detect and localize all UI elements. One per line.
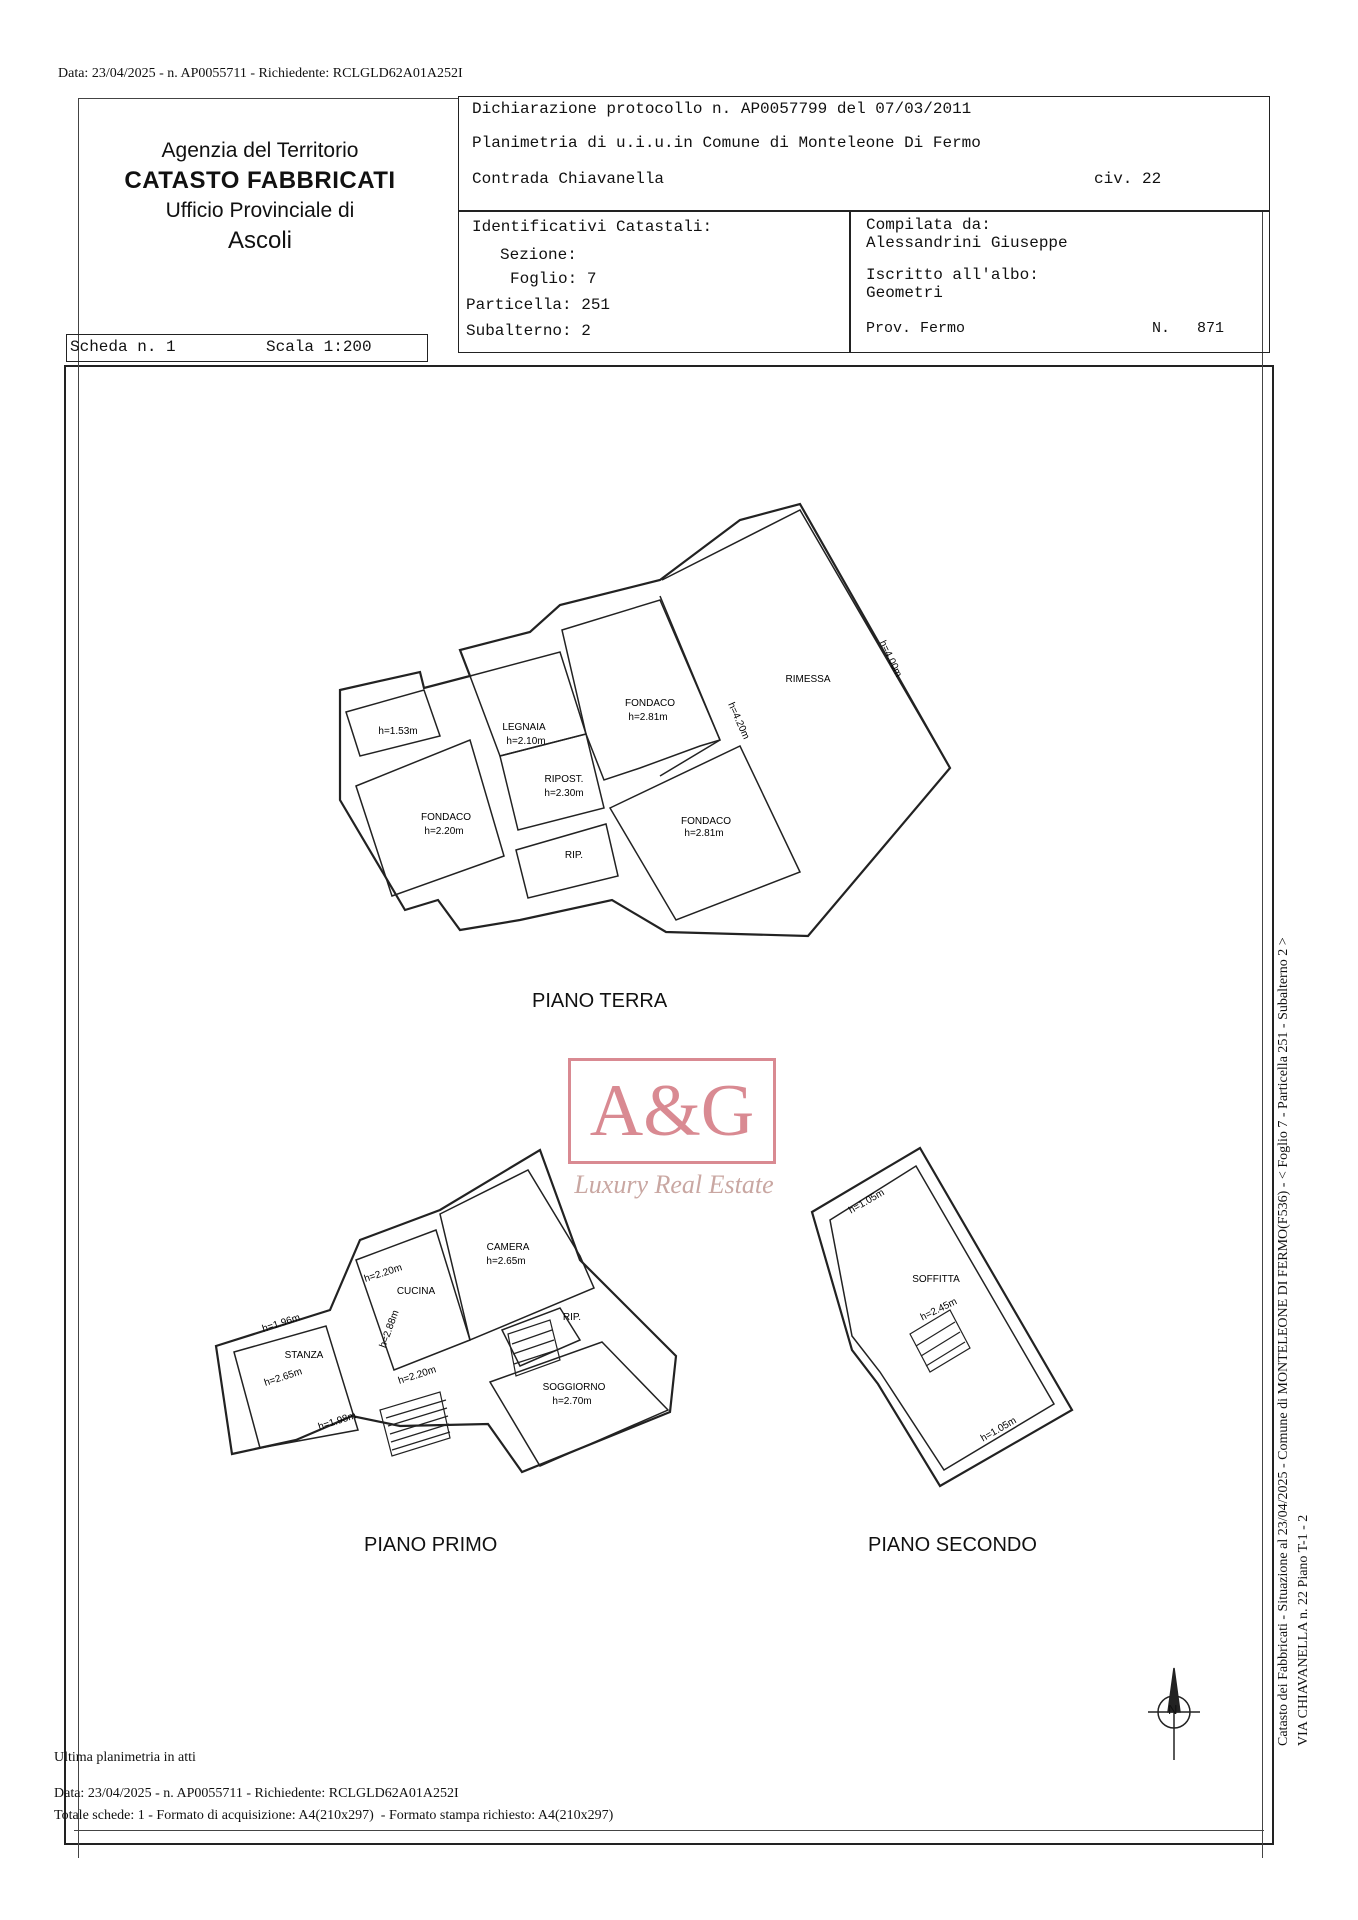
plan-label-primo: PIANO PRIMO	[364, 1534, 498, 1556]
compiler-albo: Geometri	[866, 284, 943, 302]
label-ripost: RIPOST.	[544, 774, 584, 785]
side-catasto-line: Catasto dei Fabbricati - Situazione al 23/04/2025 - Comune di MONTELEONE DI FERMO(F536) - < Foglio 7 - Particella 251 - Subalterno 2 >	[1276, 937, 1291, 1746]
room-stanza-wall	[234, 1326, 358, 1448]
label-fondaco2-h: h=2.20m	[424, 826, 464, 837]
label-h220a: h=2.20m	[362, 1262, 404, 1285]
catasto-title: CATASTO FABBRICATI	[124, 167, 396, 194]
declaration-plan: Planimetria di u.i.u.in Comune di Monteleone Di Fermo	[472, 134, 981, 152]
identifiers-foglio: Foglio: 7	[510, 270, 597, 288]
label-rimessa-h: h=4.00m	[876, 638, 904, 679]
label-stanza-h2: h=1.96m	[260, 1312, 302, 1335]
label-fondaco3-h: h=2.81m	[684, 828, 724, 839]
label-legnaia: LEGNAIA	[502, 722, 546, 733]
plan-label-terra: PIANO TERRA	[532, 990, 668, 1012]
compiler-albo-label: Iscritto all'albo:	[866, 266, 1039, 284]
label-fondaco1: FONDACO	[625, 698, 675, 709]
label-soffitta-h3: h=1.05m	[979, 1415, 1019, 1445]
scheda-scale: Scala 1:200	[266, 338, 372, 356]
label-stanza-h: h=2.65m	[262, 1366, 304, 1389]
province-name: Ascoli	[227, 227, 293, 254]
room-small-wall	[346, 690, 440, 756]
header-request-line: Data: 23/04/2025 - n. AP0055711 - Richiedente: RCLGLD62A01A252I	[58, 66, 463, 81]
label-soffitta-h2: h=1.05m	[847, 1187, 887, 1217]
label-rip2: RIP.	[562, 1312, 582, 1323]
identifiers-particella: Particella: 251	[466, 296, 611, 314]
plan-label-secondo: PIANO SECONDO	[868, 1534, 1037, 1556]
label-soggiorno-h: h=2.70m	[552, 1396, 592, 1407]
label-h220b: h=2.20m	[396, 1364, 438, 1387]
label-h420: h=4.20m	[725, 700, 752, 742]
compiler-label: Compilata da:	[866, 216, 991, 234]
label-camera: CAMERA	[486, 1242, 530, 1253]
watermark-brand: A&G	[589, 1070, 755, 1152]
compiler-prov: Prov. Fermo	[866, 320, 966, 337]
declaration-civ: civ. 22	[1094, 170, 1162, 188]
label-soggiorno: SOGGIORNO	[542, 1382, 606, 1393]
label-fondaco1-h: h=2.81m	[628, 712, 668, 723]
label-small-h: h=1.53m	[378, 726, 418, 737]
ufficio-label: Ufficio Provinciale di	[165, 199, 355, 222]
watermark-logo	[568, 1058, 776, 1164]
compiler-name: Alessandrini Giuseppe	[866, 234, 1068, 252]
agency-name: Agenzia del Territorio	[161, 139, 359, 162]
watermark-tagline: Luxury Real Estate	[574, 1170, 774, 1199]
stairs-secondo	[910, 1310, 970, 1372]
label-rimessa: RIMESSA	[785, 674, 831, 685]
label-stanza: STANZA	[284, 1350, 324, 1361]
scheda-number: Scheda n. 1	[70, 338, 176, 356]
footer-data: Data: 23/04/2025 - n. AP0055711 - Richiedente: RCLGLD62A01A252I	[54, 1786, 459, 1801]
room-soffitta-wall	[830, 1166, 1054, 1470]
label-soffitta: SOFFITTA	[912, 1274, 960, 1285]
identifiers-subalterno: Subalterno: 2	[466, 322, 591, 340]
label-fondaco3: FONDACO	[681, 816, 731, 827]
label-ripost-h: h=2.30m	[544, 788, 584, 799]
label-soffitta-h: h=2.45m	[918, 1296, 959, 1324]
label-rip: RIP.	[564, 850, 584, 861]
identifiers-title: Identificativi Catastali:	[472, 218, 713, 236]
north-label: N	[1168, 1702, 1178, 1717]
footer-totale: Totale schede: 1 - Formato di acquisizione: A4(210x297) - Formato stampa richiesto: A4(210x297)	[54, 1808, 614, 1823]
label-legnaia-h: h=2.10m	[506, 736, 546, 747]
side-address-line: VIA CHIAVANELLA n. 22 Piano T-1 - 2	[1296, 1514, 1311, 1746]
room-fondaco1-wall	[562, 600, 720, 780]
rimessa-outline	[662, 510, 950, 768]
compiler-number: N. 871	[1152, 320, 1225, 337]
room-cucina-wall	[356, 1230, 470, 1370]
label-cucina-h: h=2.88m	[377, 1308, 402, 1350]
label-cucina: CUCINA	[396, 1286, 436, 1297]
label-fondaco2: FONDACO	[421, 812, 471, 823]
secondo-outer-wall	[812, 1148, 1072, 1486]
declaration-protocol: Dichiarazione protocollo n. AP0057799 del 07/03/2011	[472, 100, 972, 118]
declaration-address: Contrada Chiavanella	[472, 170, 665, 188]
label-camera-h: h=2.65m	[486, 1256, 526, 1267]
footer-ultima: Ultima planimetria in atti	[54, 1750, 196, 1765]
label-stanza-h3: h=1.98m	[316, 1410, 358, 1433]
room-rip-wall	[516, 824, 618, 898]
identifiers-sezione: Sezione:	[500, 246, 577, 264]
